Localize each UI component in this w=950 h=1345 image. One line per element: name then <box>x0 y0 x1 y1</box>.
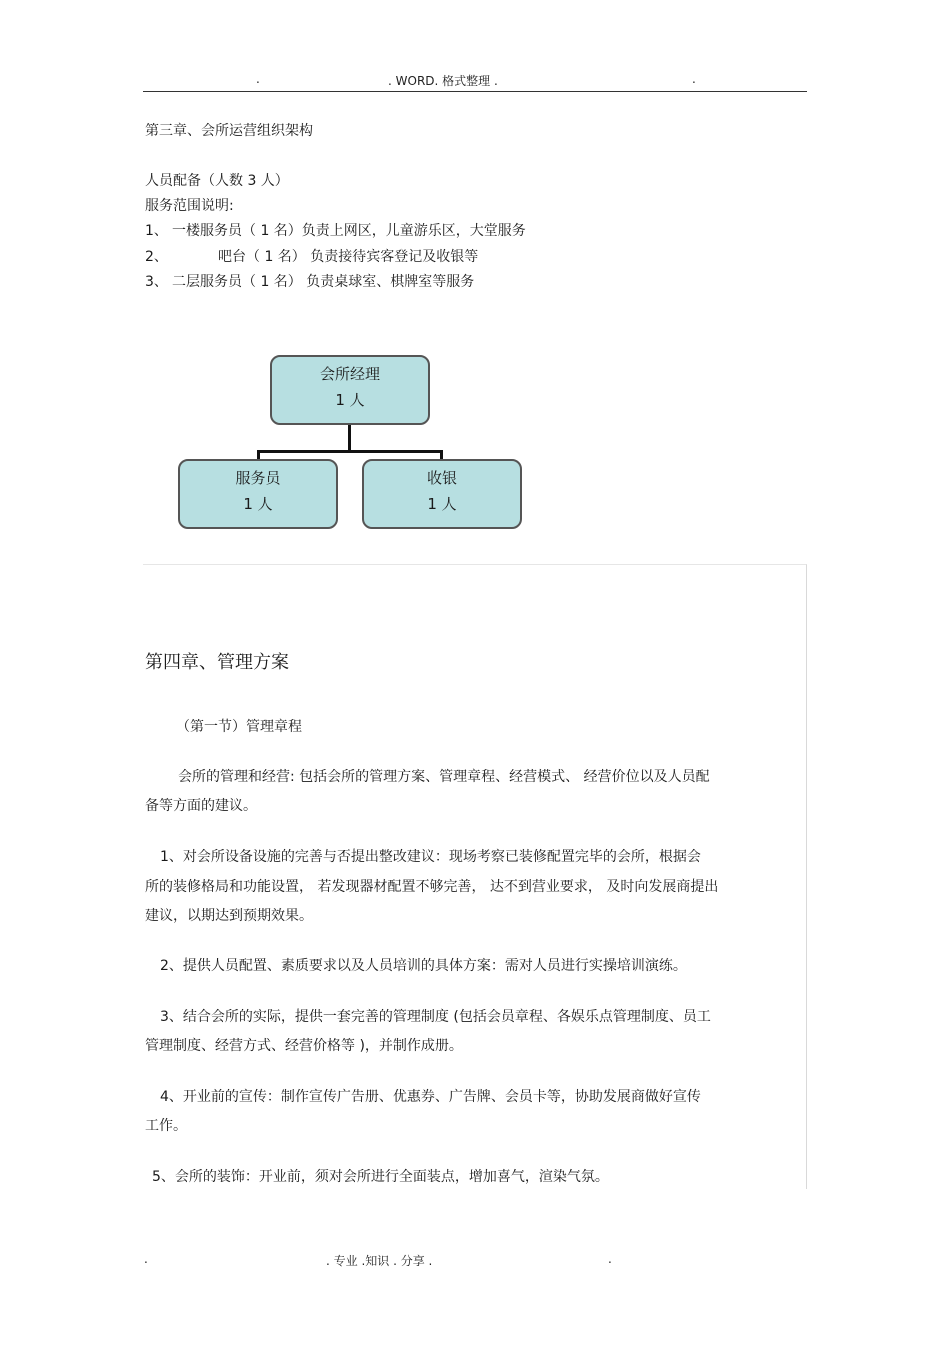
org-node-waiter <box>178 459 338 529</box>
chapter4-title: 第四章、管理方案 <box>145 652 289 673</box>
paragraph-line: 5、会所的装饰：开业前，须对会所进行全面装点，增加喜气，渲染气氛。 <box>152 1169 609 1185</box>
header-dot-left: . <box>256 72 260 86</box>
section-heading: （第一节）管理章程 <box>176 719 302 735</box>
paragraph-line: 工作。 <box>145 1118 187 1134</box>
staffing-line: 人员配备（人数 3 人） <box>145 173 289 189</box>
paragraph-line: 会所的管理和经营: 包括会所的管理方案、管理章程、经营模式、 经营价位以及人员配 <box>178 769 710 785</box>
chapter3-title: 第三章、会所运营组织架构 <box>145 123 313 139</box>
list-item-text: 吧台（ 1 名） 负责接待宾客登记及收银等 <box>218 249 479 265</box>
org-node-title: 服务员 <box>235 469 281 487</box>
paragraph-line: 2、提供人员配置、素质要求以及人员培训的具体方案：需对人员进行实操培训演练。 <box>160 958 687 974</box>
list-item-text: 一楼服务员（ 1 名）负责上网区，儿童游乐区，大堂服务 <box>172 223 526 239</box>
list-item-number: 1、 <box>145 223 168 239</box>
list-item-number: 3、 <box>145 274 168 290</box>
org-node-count: 1 人 <box>335 391 365 409</box>
footer-text: . 专业 .知识 . 分享 . <box>326 1254 433 1268</box>
paragraph-line: 备等方面的建议。 <box>145 798 257 814</box>
paragraph-line: 1、对会所设备设施的完善与否提出整改建议：现场考察已装修配置完毕的会所，根据会 <box>160 849 701 865</box>
paragraph-line: 4、开业前的宣传：制作宣传广告册、优惠券、广告牌、会员卡等，协助发展商做好宣传 <box>160 1089 701 1105</box>
header-rule <box>143 91 807 92</box>
list-item-text: 二层服务员（ 1 名） 负责桌球室、棋牌室等服务 <box>172 274 475 290</box>
list-item-number: 2、 <box>145 249 168 265</box>
org-connector <box>257 450 443 453</box>
paragraph-line: 管理制度、经营方式、经营价格等 )，并制作成册。 <box>145 1038 463 1054</box>
header-title: . WORD. 格式整理 . <box>388 74 498 88</box>
header-dot-right: . <box>692 72 696 86</box>
scope-heading: 服务范围说明: <box>145 198 234 214</box>
org-node-count: 1 人 <box>243 495 273 513</box>
footer-dot-right: . <box>608 1252 612 1266</box>
org-node-title: 收银 <box>426 469 457 487</box>
footer-dot-left: . <box>144 1252 148 1266</box>
paragraph-line: 所的装修格局和功能设置， 若发现器材配置不够完善， 达不到营业要求， 及时向发展商提出 <box>145 879 719 895</box>
org-node-cashier <box>362 459 522 529</box>
org-node-manager <box>270 355 430 425</box>
paragraph-line: 建议，以期达到预期效果。 <box>145 908 313 924</box>
org-node-title: 会所经理 <box>319 365 380 383</box>
paragraph-line: 3、结合会所的实际，提供一套完善的管理制度 (包括会员章程、各娱乐点管理制度、员工 <box>160 1009 711 1025</box>
org-node-count: 1 人 <box>427 495 457 513</box>
org-connector <box>348 425 351 451</box>
